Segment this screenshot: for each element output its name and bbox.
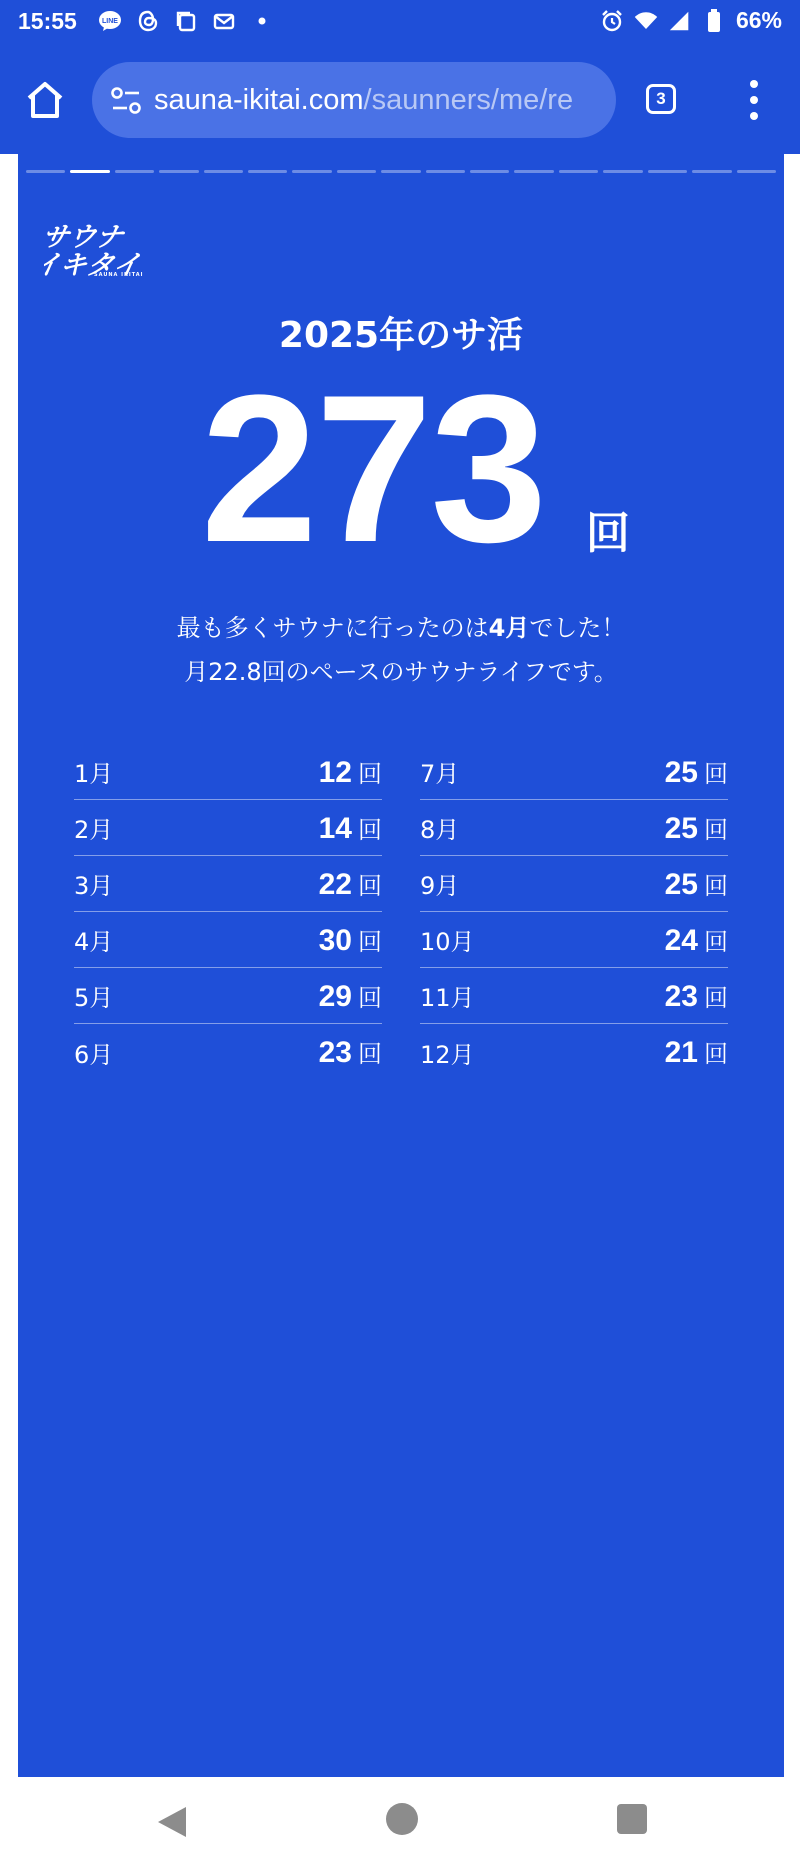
month-unit: 回 <box>358 927 382 956</box>
month-value <box>319 1034 382 1070</box>
signal-icon <box>668 9 692 33</box>
month-unit: 回 <box>704 983 728 1012</box>
tab-switcher-button[interactable]: 3 <box>646 84 676 114</box>
progress-segment <box>559 170 598 173</box>
month-value <box>665 922 728 958</box>
month-unit: 回 <box>704 927 728 956</box>
browser-toolbar <box>0 44 800 154</box>
svg-text:サウナ: サウナ <box>44 222 126 253</box>
total-visit-count: 273 <box>200 351 546 586</box>
month-value <box>665 754 728 790</box>
total-visit-unit: 回 <box>586 508 630 559</box>
month-value <box>665 978 728 1014</box>
progress-segment <box>292 170 331 173</box>
month-value <box>319 754 382 790</box>
month-count: 25 <box>664 755 698 789</box>
summary-text <box>18 606 784 694</box>
battery-icon <box>702 9 726 33</box>
month-unit: 回 <box>704 1040 728 1068</box>
month-value <box>319 922 382 958</box>
month-row <box>420 912 728 968</box>
month-count: 25 <box>664 811 698 845</box>
threads-icon <box>136 9 160 33</box>
more-menu-icon[interactable] <box>744 80 764 120</box>
month-count: 30 <box>318 923 352 957</box>
gmail-icon <box>212 9 236 33</box>
progress-segment <box>603 170 642 173</box>
month-label: 7月 <box>420 760 460 788</box>
month-unit: 回 <box>358 1040 382 1068</box>
svg-text:イキタイ: イキタイ <box>44 250 143 281</box>
month-row <box>420 968 728 1024</box>
month-row <box>74 968 382 1024</box>
month-label: 2月 <box>74 816 114 844</box>
progress-segment <box>426 170 465 173</box>
months-right-column <box>420 744 728 1080</box>
month-label: 9月 <box>420 872 460 900</box>
month-row <box>74 856 382 912</box>
month-label: 8月 <box>420 816 460 844</box>
battery-percent: 66% <box>735 7 782 33</box>
month-unit: 回 <box>358 983 382 1012</box>
month-row <box>74 800 382 856</box>
month-label: 10月 <box>420 928 475 956</box>
summary-line-2: 月22.8回のペースのサウナライフです。 <box>184 658 618 686</box>
month-count: 25 <box>664 867 698 901</box>
progress-segment <box>159 170 198 173</box>
progress-segment <box>648 170 687 173</box>
progress-segment <box>692 170 731 173</box>
wifi-icon <box>634 9 658 33</box>
url-path: /saunners/me/re <box>363 84 574 116</box>
month-count: 24 <box>664 923 698 957</box>
month-value <box>665 1034 728 1070</box>
month-label: 3月 <box>74 872 114 900</box>
progress-segment <box>70 170 109 173</box>
line-icon <box>98 9 122 33</box>
month-unit: 回 <box>358 871 382 900</box>
month-label: 12月 <box>420 1040 475 1069</box>
home-icon[interactable] <box>22 77 68 123</box>
month-unit: 回 <box>704 871 728 900</box>
system-icons <box>600 7 782 34</box>
month-count: 14 <box>318 811 352 845</box>
alarm-icon <box>600 9 624 33</box>
progress-segment <box>337 170 376 173</box>
progress-segment <box>737 170 776 173</box>
month-row <box>420 744 728 800</box>
month-unit: 回 <box>358 759 382 788</box>
progress-segment <box>248 170 287 173</box>
month-row <box>420 856 728 912</box>
month-row <box>74 912 382 968</box>
month-row <box>74 744 382 800</box>
system-nav-bar <box>0 1777 800 1869</box>
logo-subtext: SAUNA IKITAI <box>94 272 144 278</box>
progress-segment <box>381 170 420 173</box>
month-count: 22 <box>318 867 352 901</box>
month-label: 6月 <box>74 1040 114 1069</box>
month-value <box>319 810 382 846</box>
summary-line-1: 最も多くサウナに行ったのは4月でした！ <box>176 614 626 642</box>
monthly-breakdown <box>74 744 728 1080</box>
story-card[interactable] <box>18 154 784 1777</box>
home-nav-icon[interactable] <box>386 1803 418 1835</box>
month-unit: 回 <box>704 759 728 788</box>
month-count: 29 <box>318 979 352 1013</box>
peak-month: 4月 <box>488 614 530 642</box>
month-value <box>319 978 382 1014</box>
month-count: 23 <box>664 979 698 1013</box>
status-time: 15:55 <box>18 8 77 34</box>
month-row <box>420 800 728 856</box>
progress-segment <box>26 170 65 173</box>
month-value <box>319 866 382 902</box>
month-row <box>420 1024 728 1080</box>
month-unit: 回 <box>704 815 728 844</box>
site-info-icon[interactable] <box>110 86 142 116</box>
progress-segment <box>470 170 509 173</box>
month-count: 23 <box>318 1036 352 1069</box>
progress-segment <box>514 170 553 173</box>
copy-icon <box>174 9 198 33</box>
story-progress-bar <box>26 170 776 173</box>
month-unit: 回 <box>358 815 382 844</box>
url-host: sauna-ikitai.com <box>154 84 364 116</box>
months-left-column <box>74 744 382 1080</box>
url-bar[interactable] <box>92 62 616 138</box>
month-count: 21 <box>664 1036 698 1069</box>
month-value <box>665 866 728 902</box>
recents-icon[interactable] <box>617 1804 647 1834</box>
month-count: 12 <box>318 755 352 789</box>
month-label: 4月 <box>74 928 114 956</box>
svg-text:LINE: LINE <box>102 18 118 25</box>
month-label: 5月 <box>74 984 114 1012</box>
status-bar <box>0 0 800 44</box>
dot-icon <box>250 9 274 33</box>
progress-segment <box>204 170 243 173</box>
back-icon[interactable] <box>156 1805 188 1843</box>
month-label: 1月 <box>74 760 114 788</box>
month-label: 11月 <box>420 984 475 1012</box>
year-title: 2025年のサ活 <box>278 315 524 356</box>
url-text[interactable] <box>154 82 604 118</box>
month-row <box>74 1024 382 1080</box>
notification-icons <box>98 9 274 33</box>
month-value <box>665 810 728 846</box>
progress-segment <box>115 170 154 173</box>
